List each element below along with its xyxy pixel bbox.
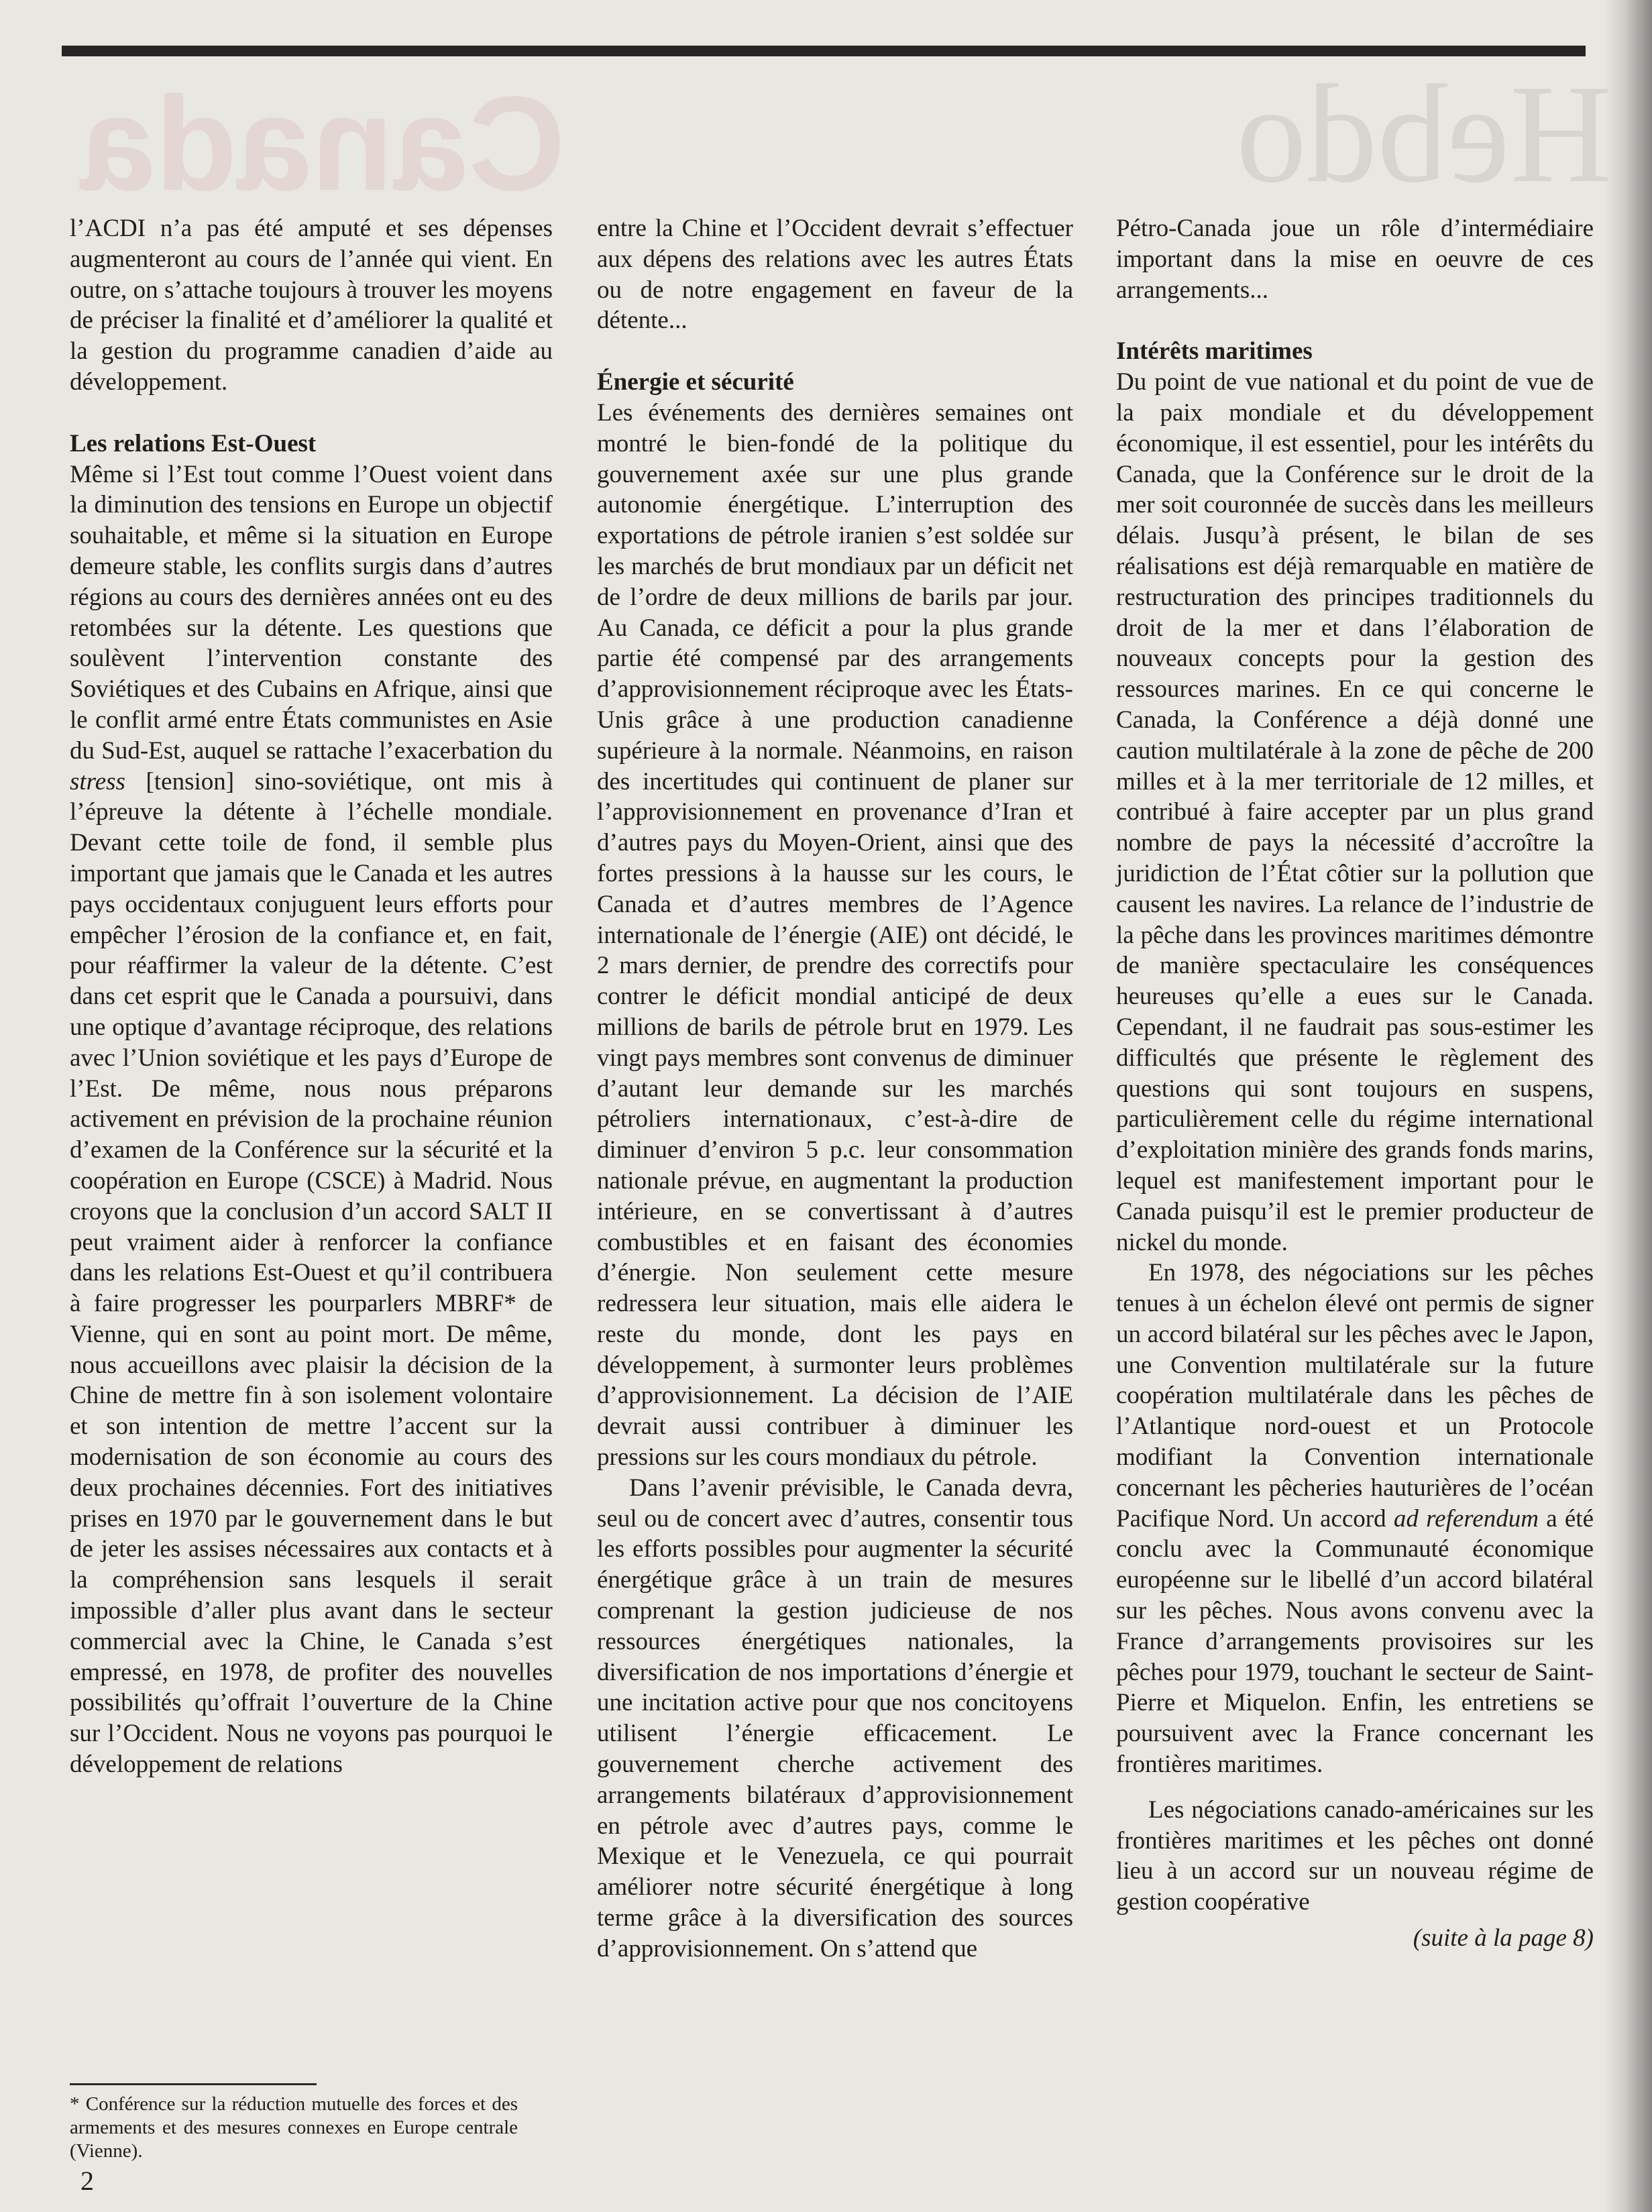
column-right bbox=[1116, 213, 1594, 1954]
heading-est-ouest: Les relations Est-Ouest bbox=[70, 429, 317, 457]
show-through-background bbox=[0, 60, 1652, 208]
heading-energie-securite: Énergie et sécurité bbox=[597, 368, 794, 396]
paragraph-est-ouest: Même si l’Est tout comme l’Ouest voient dans la diminution des tensions en Europe un objectif souhaitable, et même si la situation en Europe demeure stable, les conflits surgis dans d’autres régions au cours des dernières années ont eu des retombées sur la détente. Les questions que soulèvent l’intervention constante des Soviétiques et des Cubains en Afrique, ainsi que le conflit armé entre États communistes en Asie du Sud-Est, auquel se rattache l’exacerbation du stress [tension] sino-soviétique, ont mis à l’épreuve la détente à l’échelle mondiale. Devant cette toile de fond, il semble plus important que jamais que le Canada et les autres pays occidentaux conjuguent leurs efforts pour empêcher l’érosion de la confiance et, en fait, pour réaffirmer la valeur de la détente. C’est dans cet esprit que le Canada a poursuivi, dans une optique d’avantage réciproque, des relations avec l’Union soviétique et les pays d’Europe de l’Est. De même, nous nous préparons activement en prévision de la prochaine réunion d’examen de la Conférence sur la sécurité et la coopération en Europe (CSCE) à Madrid. Nous croyons que la conclusion d’un accord SALT II peut vraiment aider à renforcer la confiance dans les relations Est-Ouest et qu’il contribuera à faire progresser les pourparlers MBRF* de Vienne, qui en sont au point mort. De même, nous accueillons avec plaisir la décision de la Chine de mettre fin à son isolement volontaire et son intention de mettre l’accent sur la modernisation de son économie au cours des deux prochaines décennies. Fort des initiatives prises en 1970 par le gouvernement dans le but de jeter les assises nécessaires aux contacts et à la compréhension sans lesquels il serait impossible d’aller plus avant dans le secteur commercial avec la Chine, le Canada s’est empressé, en 1978, de profiter des nouvelles possibilités qu’offrait l’ouverture de la Chine sur l’Occident. Nous ne voyons pas pourquoi le développement de relations bbox=[70, 460, 553, 1779]
paragraph-chine-occident: entre la Chine et l’Occident devrait s’effectuer aux dépens des relations avec les autres États ou de notre engagement en faveur de la détente... bbox=[597, 215, 1073, 335]
heading-interets-maritimes: Intérêts maritimes bbox=[1116, 337, 1313, 366]
paragraph-maritimes-3: Les négociations canado-américaines sur les frontières maritimes et les pêches ont donné lieu à un accord sur un nouveau régime de gestion coopérative bbox=[1116, 1795, 1594, 1916]
paragraph-energie-2: Dans l’avenir prévisible, le Canada devra, seul ou de concert avec d’autres, consentir tous les efforts possibles pour augmenter la sécurité énergétique grâce à un train de mesures comprenant la gestion judicieuse de nos ressources énergétiques nationales, la diversification de nos importations d’énergie et une incitation active pour que nos concitoyens utilisent l’énergie efficacement. Le gouvernement cherche activement des arrangements bilatéraux d’approvisionnement en pétrole avec d’autres pays, comme le Mexique et le Venezuela, ce qui pourrait améliorer notre sécurité énergétique à long terme grâce à la diversification des sources d’approvisionnement. On s’attend que bbox=[597, 1474, 1073, 1962]
column-left bbox=[70, 213, 553, 1780]
paragraph-petro-canada: Pétro-Canada joue un rôle d’intermédiaire important dans la mise en oeuvre de ces arrangements... bbox=[1116, 215, 1594, 304]
paragraph-maritimes-2: En 1978, des négociations sur les pêches tenues à un échelon élevé ont permis de signer un accord bilatéral sur les pêches avec le Japon, une Convention multilatérale sur la future coopération multilatérale dans les pêches de l’Atlantique nord-ouest et un Protocole modifiant la Convention internationale concernant les pêcheries hauturières de l’océan Pacifique Nord. Un accord ad referendum a été conclu avec la Communauté économique européenne sur le libellé d’un accord bilatéral sur les pêches. Nous avons convenu avec la France d’arrangements provisoires sur les pêches pour 1979, touchant le secteur de Saint-Pierre et Miquelon. Enfin, les entretiens se poursuivent avec la France concernant les frontières maritimes. bbox=[1116, 1259, 1594, 1779]
footnote-rule bbox=[70, 2083, 317, 2085]
show-through-masthead: Hebdo bbox=[1236, 60, 1612, 208]
paragraph-acdi: l’ACDI n’a pas été amputé et ses dépenses augmenteront au cours de l’année qui vient. En outre, on s’attache toujours à trouver les moyens de préciser la finalité et d’améliorer la qualité et la gestion du programme canadien d’aide au développement. bbox=[70, 215, 553, 396]
column-middle bbox=[597, 213, 1073, 1965]
paragraph-energie-1: Les événements des dernières semaines ont montré le bien-fondé de la politique du gouvernement axée sur une plus grande autonomie énergétique. L’interruption des exportations de pétrole iranien s’est soldée sur les marchés de brut mondiaux par un déficit net de l’ordre de deux millions de barils par jour. Au Canada, ce déficit a pour la plus grande partie été compensé par des arrangements d’approvisionnement réciproque avec les États-Unis grâce à une production canadienne supérieure à la normale. Néanmoins, en raison des incertitudes qui continuent de planer sur l’approvisionnement en provenance d’Iran et d’autres pays du Moyen-Orient, ainsi que des fortes pressions à la hausse sur les cours, le Canada et d’autres membres de l’Agence internationale de l’énergie (AIE) ont décidé, le 2 mars dernier, de prendre des correctifs pour contrer le déficit mondial anticipé de deux millions de barils de pétrole brut en 1979. Les vingt pays membres sont convenus de diminuer d’autant leur demande sur les marchés pétroliers internationaux, c’est-à-dire de diminuer d’environ 5 p.c. leur consommation nationale prévue, en augmentant la production intérieure, en se convertissant à d’autres combustibles et en faisant des économies d’énergie. Non seulement cette mesure redressera leur situation, mais elle aidera le reste du monde, dont les pays en développement, à surmonter leurs problèmes d’approvisionnement. La décision de l’AIE devrait aussi contribuer à diminuer les pressions sur les cours mondiaux du pétrole. bbox=[597, 398, 1073, 1472]
footnote-mbrf: * Conférence sur la réduction mutuelle des forces et des armements et des mesures connexes en Europe centrale (Vienne). bbox=[70, 2093, 518, 2162]
paragraph-maritimes-1: Du point de vue national et du point de vue de la paix mondiale et du développement économique, il est essentiel, pour les intérêts du Canada, que la Conférence sur le droit de la mer soit couronnée de succès dans les meilleurs délais. Jusqu’à présent, le bilan de ses réalisations est déjà remarquable en matière de restructuration des principes traditionnels du droit de la mer et dans l’élaboration de nouveaux concepts pour la gestion des ressources marines. En ce qui concerne le Canada, la Conférence a déjà donné une caution multilatérale à la zone de pêche de 200 milles et à la mer territoriale de 12 milles, et contribué à faire accepter par un plus grand nombre de pays la nécessité d’accroître la juridiction de l’État côtier sur la pollution que causent les navires. La relance de l’industrie de la pêche dans les provinces maritimes démontre de manière spectaculaire les conséquences heureuses qu’elle a eues sur le Canada. Cependant, il ne faudrait pas sous-estimer les difficultés que présente le règlement des questions qui sont toujours en suspens, particulièrement celle du régime international d’exploitation minière des grands fonds marins, lequel est manifestement important pour le Canada puisqu’il est le premier producteur de nickel du monde. bbox=[1116, 368, 1594, 1256]
top-rule bbox=[62, 46, 1586, 56]
show-through-logo: Canada bbox=[80, 69, 565, 208]
continued-on-page[interactable]: (suite à la page 8) bbox=[1413, 1924, 1594, 1952]
page-number: 2 bbox=[80, 2166, 94, 2196]
page-edge-shadow bbox=[1605, 0, 1652, 2212]
